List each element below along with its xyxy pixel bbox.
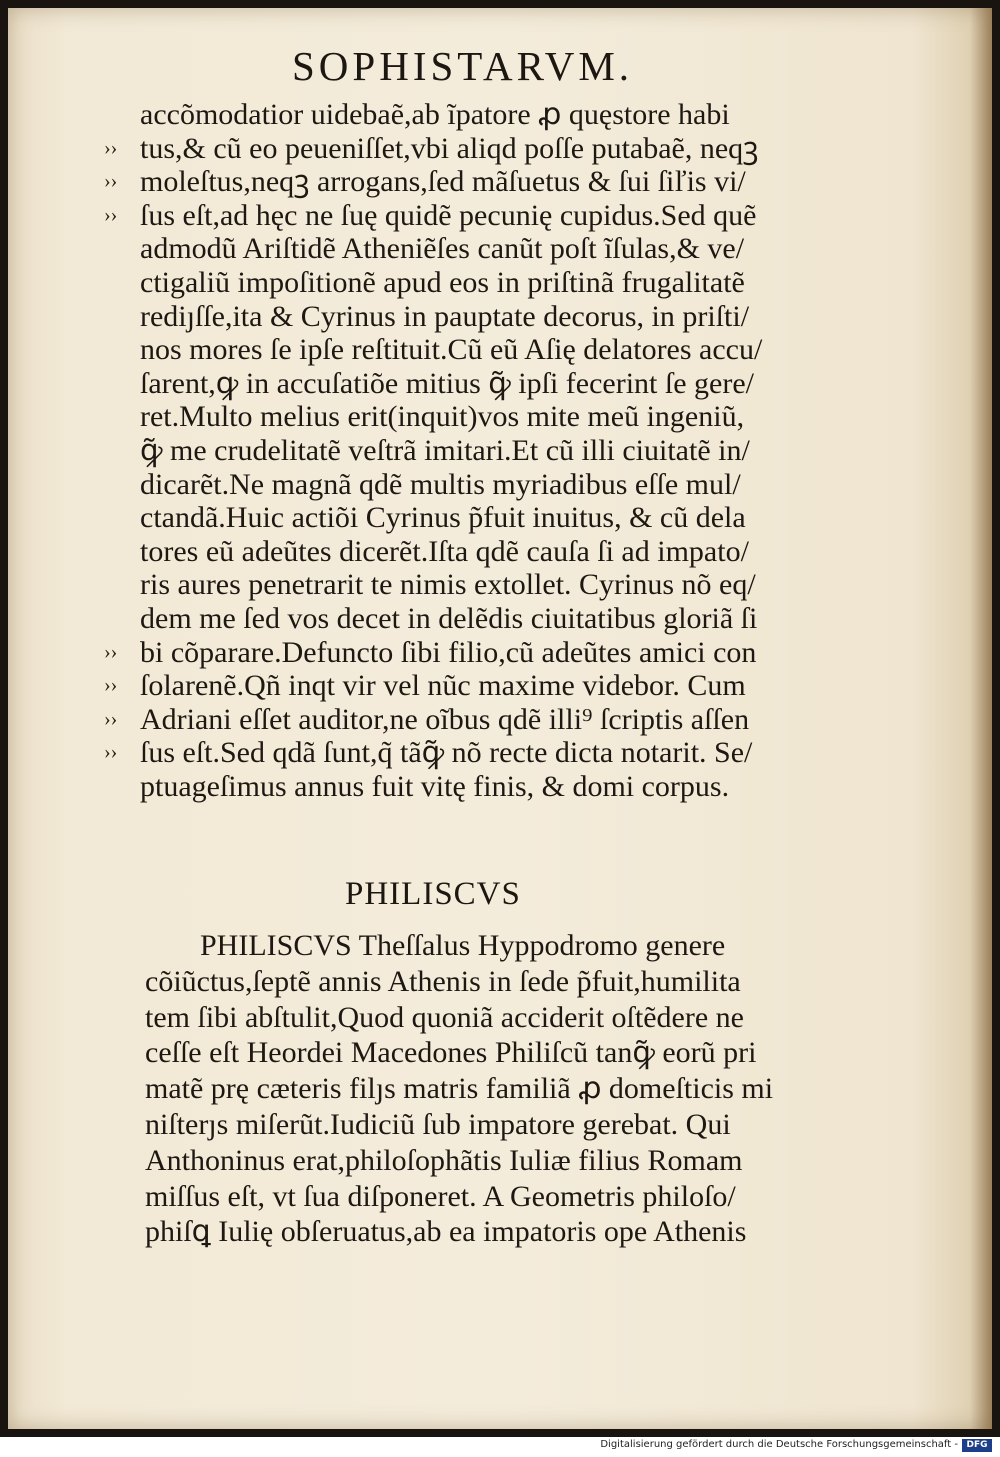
- text-line: [100, 736, 860, 770]
- text-line: [100, 1107, 860, 1143]
- text-line: [100, 434, 860, 468]
- line-text: ꝙ̃ me crudelitatẽ veſtrã imitari.Et cũ illi ciuitatẽ in/: [140, 433, 750, 467]
- line-text: dicarẽt.Ne magnã qdẽ multis myriadibus eſſe mul/: [140, 467, 741, 501]
- margin-quote-mark: ››: [104, 203, 118, 226]
- line-text: bi cõparare.Defuncto ſibi filio,cũ adeũtes amici con: [140, 635, 757, 669]
- text-block-main: [100, 98, 860, 803]
- line-text: matẽ prę cæteris filȷs matris familiã ꝓ domeſticis mi: [145, 1072, 774, 1106]
- line-text: miſſus eſt, vt ſua diſponeret. A Geometris philoſo/: [145, 1179, 736, 1213]
- text-line: [100, 602, 860, 636]
- text-line: [100, 367, 860, 401]
- text-line: [100, 1035, 860, 1071]
- line-text: ris aures penetrarit te nimis extollet. Cyrinus nõ eq/: [140, 568, 756, 602]
- line-text: nos mores ſe ipſe reſtituit.Cũ eũ Aſię delatores accu/: [140, 333, 763, 367]
- text-line: [100, 501, 860, 535]
- margin-quote-mark: ››: [104, 136, 118, 159]
- line-text: dem me ſed vos decet in delẽdis ciuitatibus gloriã ſi: [140, 601, 758, 635]
- line-text: PHILISCVS Theſſalus Hyppodromo genere: [200, 929, 726, 962]
- text-line: [100, 1179, 860, 1215]
- line-text: tus,& cũ eo peueniſſet,vbi aliqd poſſe putabaẽ, neqꝫ: [140, 131, 759, 165]
- text-line: [100, 770, 860, 804]
- text-line: [100, 703, 860, 737]
- text-line: [100, 400, 860, 434]
- margin-quote-mark: ››: [104, 170, 118, 193]
- text-line: [100, 333, 860, 367]
- line-text: ſus eſt,ad hęc ne ſuę quidẽ pecunię cupidus.Sed quẽ: [140, 198, 757, 232]
- line-text: niſterȷs miſerũt.Iudiciũ ſub impatore gerebat. Qui: [145, 1107, 731, 1141]
- text-line: [100, 199, 860, 233]
- text-line: [100, 132, 860, 166]
- line-text: Anthoninus erat,philoſophãtis Iuliæ filius Romam: [145, 1143, 743, 1177]
- line-text: rediȷſſe,ita & Cyrinus in pauptate decorus, in priſti/: [140, 299, 750, 333]
- footer-bar: [0, 1437, 1000, 1457]
- line-text: ſolarenẽ.Qñ inqt vir vel nũc maxime videbor. Cum: [140, 669, 746, 703]
- margin-quote-mark: ››: [104, 707, 118, 730]
- section-title: PHILISCVS: [345, 876, 521, 912]
- line-text: ctigaliũ impoſitionẽ apud eos in priſtinã frugalitatẽ: [140, 265, 745, 299]
- line-text: tores eũ adeũtes dicerẽt.Iſta qdẽ cauſa ſi ad impato/: [140, 534, 749, 568]
- text-line: [100, 1214, 860, 1250]
- line-text: cõiũctus,ſeptẽ annis Athenis in ſede p̃fuit,humilita: [145, 964, 741, 998]
- text-line: [100, 568, 860, 602]
- margin-quote-mark: ››: [104, 741, 118, 764]
- line-text: ret.Multo melius erit(inquit)vos mite meũ ingeniũ,: [140, 400, 745, 434]
- text-block-philiscus: [100, 928, 860, 1250]
- line-text: admodũ Ariſtidẽ Atheniẽſes canũt poſt ĩſulas,& ve/: [140, 232, 745, 266]
- line-text: ptuageſimus annus fuit vitę finis, & domi corpus.: [140, 769, 730, 803]
- margin-quote-mark: ››: [104, 640, 118, 663]
- text-line: [100, 232, 860, 266]
- text-line: [100, 964, 860, 1000]
- text-line: [100, 468, 860, 502]
- text-line: [100, 98, 860, 132]
- text-line: [100, 535, 860, 569]
- line-text: ctandã.Huic actiõi Cyrinus p̃fuit inuitus, & cũ dela: [140, 501, 746, 535]
- running-head: SOPHISTARVM.: [292, 43, 634, 89]
- dfg-logo: DFG: [962, 1439, 992, 1452]
- line-text: tem ſibi abſtulit,Quod quoniã acciderit oſtẽdere ne: [145, 1000, 744, 1034]
- line-text: ceſſe eſt Heordei Macedones Philiſcũ tanꝙ̃ eorũ pri: [145, 1036, 757, 1070]
- text-line: [100, 1071, 860, 1107]
- footer-credit: Digitalisierung gefördert durch die Deutsche Forschungsgemeinschaft -: [600, 1439, 958, 1450]
- line-text: accõmodatior uidebaẽ,ab ĩpatore ꝓ quęstore habi: [140, 98, 730, 131]
- text-line: [100, 1000, 860, 1036]
- text-line: [100, 669, 860, 703]
- text-line: [100, 928, 860, 964]
- page-edge-shadow: [970, 8, 992, 1429]
- text-line: [100, 636, 860, 670]
- margin-quote-mark: ››: [104, 674, 118, 697]
- text-line: [100, 266, 860, 300]
- line-text: ſarent,ꝙ in accuſatiõe mitius ꝙ̃ ipſi fecerint ſe gere/: [140, 366, 754, 400]
- line-text: phiſꝗ Iulię obſeruatus,ab ea impatoris ope Athenis: [145, 1215, 747, 1249]
- text-line: [100, 165, 860, 199]
- line-text: Adriani eſſet auditor,ne oĩbus qdẽ illi⁹ ſcriptis aſſen: [140, 702, 750, 736]
- line-text: ſus eſt.Sed qdã ſunt,q̃ tãꝙ̃ nõ recte dicta notarit. Se/: [140, 736, 753, 770]
- text-line: [100, 1143, 860, 1179]
- line-text: moleſtus,neqꝫ arrogans,ſed mãſuetus & ſui ſiľis vi/: [140, 165, 746, 199]
- text-line: [100, 300, 860, 334]
